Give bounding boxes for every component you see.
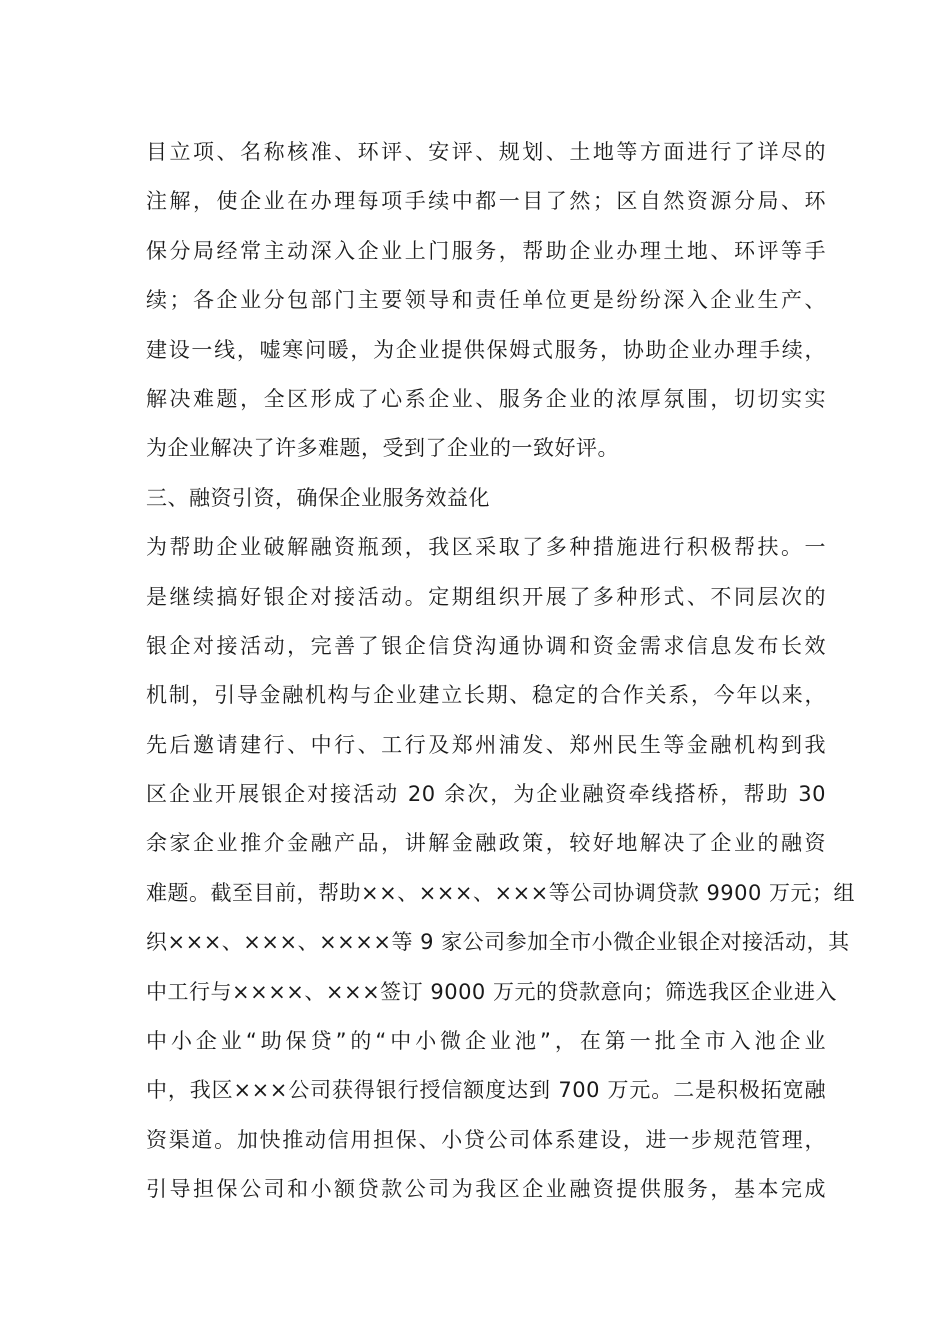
text-line: 区企业开展银企对接活动 20 余次，为企业融资牵线搭桥，帮助 30 <box>146 782 826 807</box>
document-body <box>146 128 856 1215</box>
text-line: 中，我区×××公司获得银行授信额度达到 700 万元。二是积极拓宽融 <box>146 1078 826 1103</box>
text-line: 解决难题，全区形成了心系企业、服务企业的浓厚氛围，切切实实 <box>146 386 826 411</box>
text-line: 难题。截至目前，帮助××、×××、×××等公司协调贷款 9900 万元；组 <box>146 880 856 905</box>
text-line: 机制，引导金融机构与企业建立长期、稳定的合作关系，今年以来， <box>146 683 826 708</box>
text-line: 为企业解决了许多难题，受到了企业的一致好评。 <box>146 436 619 461</box>
text-line: 为帮助企业破解融资瓶颈，我区采取了多种措施进行积极帮扶。一 <box>146 535 826 560</box>
text-line: 引导担保公司和小额贷款公司为我区企业融资提供服务，基本完成 <box>146 1177 826 1202</box>
text-line: 织×××、×××、××××等 9 家公司参加全市小微企业银企对接活动，其 <box>146 930 850 955</box>
text-line: 余家企业推介金融产品，讲解金融政策，较好地解决了企业的融资 <box>146 831 826 856</box>
text-line: 中小企业“助保贷”的“中小微企业池”，在第一批全市入池企业 <box>146 1029 826 1054</box>
text-line: 保分局经常主动深入企业上门服务，帮助企业办理土地、环评等手 <box>146 238 826 263</box>
text-line: 是继续搞好银企对接活动。定期组织开展了多种形式、不同层次的 <box>146 584 826 609</box>
text-line: 目立项、名称核准、环评、安评、规划、土地等方面进行了详尽的 <box>146 140 826 164</box>
text-line: 建设一线，嘘寒问暖，为企业提供保姆式服务，协助企业办理手续， <box>146 337 826 362</box>
text-line: 银企对接活动，完善了银企信贷沟通协调和资金需求信息发布长效 <box>146 633 826 658</box>
text-line: 资渠道。加快推动信用担保、小贷公司体系建设，进一步规范管理， <box>146 1127 826 1152</box>
text-line: 续；各企业分包部门主要领导和责任单位更是纷纷深入企业生产、 <box>146 288 826 313</box>
section-heading: 三、融资引资，确保企业服务效益化 <box>146 485 490 510</box>
text-line: 中工行与××××、×××签订 9000 万元的贷款意向；筛选我区企业进入 <box>146 979 837 1004</box>
text-line: 先后邀请建行、中行、工行及郑州浦发、郑州民生等金融机构到我 <box>146 732 826 757</box>
text-line: 注解，使企业在办理每项手续中都一目了然；区自然资源分局、环 <box>146 189 826 214</box>
